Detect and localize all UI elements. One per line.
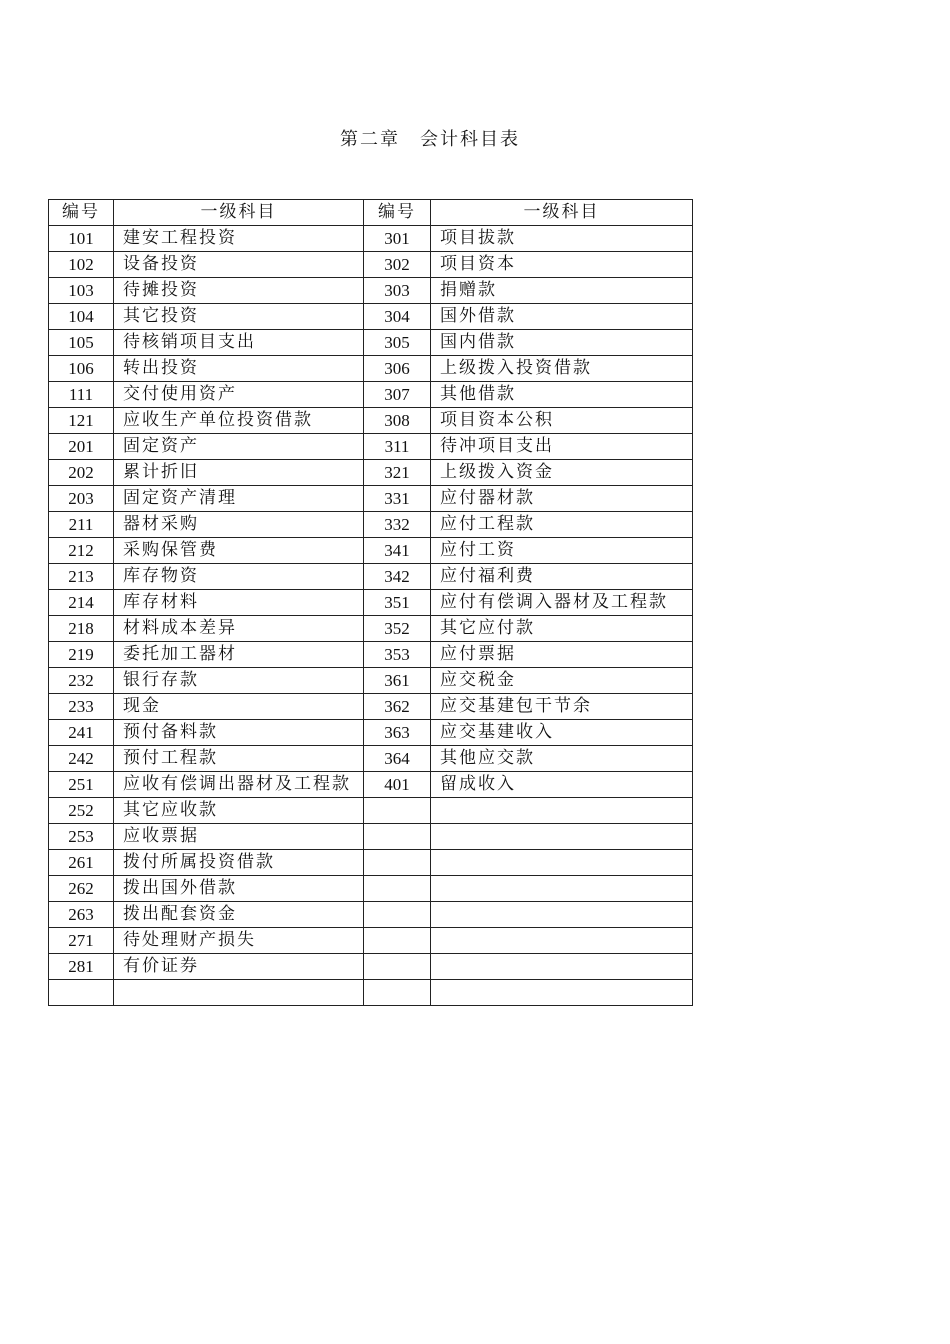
account-code-right: 342 [364,564,431,590]
account-name-right: 国内借款 [431,330,693,356]
account-code-left: 232 [49,668,114,694]
account-code-right: 401 [364,772,431,798]
account-name-right [431,798,693,824]
account-code-right: 311 [364,434,431,460]
header-name-right: 一级科目 [431,200,693,226]
account-name-left: 应收生产单位投资借款 [114,408,364,434]
account-code-left: 202 [49,460,114,486]
table-row [49,850,693,876]
account-name-right: 其他应交款 [431,746,693,772]
account-code-left: 103 [49,278,114,304]
account-name-left: 有价证券 [114,954,364,980]
account-name-right [431,876,693,902]
table-row [49,304,693,330]
table-row [49,564,693,590]
account-code-left: 281 [49,954,114,980]
account-name-left: 待核销项目支出 [114,330,364,356]
account-name-right: 应付福利费 [431,564,693,590]
account-name-left: 转出投资 [114,356,364,382]
account-code-right: 305 [364,330,431,356]
account-code-right: 303 [364,278,431,304]
account-name-right: 应付工程款 [431,512,693,538]
account-code-left: 105 [49,330,114,356]
account-code-right: 308 [364,408,431,434]
account-name-left: 委托加工器材 [114,642,364,668]
account-name-left: 固定资产 [114,434,364,460]
account-code-right: 352 [364,616,431,642]
account-code-right: 301 [364,226,431,252]
account-name-left [114,980,364,1006]
account-code-right [364,902,431,928]
account-name-right [431,928,693,954]
table-row [49,278,693,304]
account-code-right: 332 [364,512,431,538]
account-name-left: 预付工程款 [114,746,364,772]
account-code-right [364,798,431,824]
header-code-left: 编号 [49,200,114,226]
account-name-left: 银行存款 [114,668,364,694]
account-code-right [364,954,431,980]
account-name-right: 项目资本 [431,252,693,278]
account-name-right [431,902,693,928]
account-name-right: 项目拔款 [431,226,693,252]
account-name-left: 固定资产清理 [114,486,364,512]
account-name-right: 应付工资 [431,538,693,564]
account-code-right: 321 [364,460,431,486]
account-code-left: 241 [49,720,114,746]
account-code-right [364,824,431,850]
table-row [49,954,693,980]
account-code-right [364,876,431,902]
account-name-right: 其他借款 [431,382,693,408]
account-name-left: 其它投资 [114,304,364,330]
account-code-left: 106 [49,356,114,382]
account-code-left: 211 [49,512,114,538]
account-code-left: 251 [49,772,114,798]
table-row [49,356,693,382]
account-name-right [431,824,693,850]
table-row [49,928,693,954]
account-code-right [364,980,431,1006]
table-row [49,902,693,928]
table-row [49,512,693,538]
account-code-left: 218 [49,616,114,642]
account-name-left: 库存材料 [114,590,364,616]
table-row [49,772,693,798]
account-code-right: 304 [364,304,431,330]
account-name-right: 应付器材款 [431,486,693,512]
account-code-left: 262 [49,876,114,902]
account-name-left: 待摊投资 [114,278,364,304]
table-row [49,330,693,356]
account-name-left: 材料成本差异 [114,616,364,642]
account-code-left: 263 [49,902,114,928]
account-code-right: 353 [364,642,431,668]
account-name-left: 建安工程投资 [114,226,364,252]
account-code-left: 102 [49,252,114,278]
table-row [49,746,693,772]
account-code-left: 252 [49,798,114,824]
table-row [49,486,693,512]
page-title: 第二章 会计科目表 [340,129,520,150]
account-code-left: 253 [49,824,114,850]
account-name-left: 器材采购 [114,512,364,538]
table-row [49,642,693,668]
account-name-right: 项目资本公积 [431,408,693,434]
header-name-left: 一级科目 [114,200,364,226]
table-row [49,590,693,616]
account-name-right: 上级拨入资金 [431,460,693,486]
account-code-right: 302 [364,252,431,278]
account-name-right: 应交基建收入 [431,720,693,746]
account-code-left: 101 [49,226,114,252]
account-name-right: 国外借款 [431,304,693,330]
account-name-right: 应付有偿调入器材及工程款 [431,590,693,616]
account-code-left: 213 [49,564,114,590]
account-name-left: 应收票据 [114,824,364,850]
account-code-right: 306 [364,356,431,382]
table-row [49,798,693,824]
account-name-right: 应交税金 [431,668,693,694]
account-code-left: 271 [49,928,114,954]
account-name-left: 拨出配套资金 [114,902,364,928]
account-name-left: 库存物资 [114,564,364,590]
account-name-left: 交付使用资产 [114,382,364,408]
account-code-left: 121 [49,408,114,434]
account-name-left: 采购保管费 [114,538,364,564]
table-row [49,824,693,850]
account-code-left: 261 [49,850,114,876]
account-code-right: 363 [364,720,431,746]
account-name-right: 上级拨入投资借款 [431,356,693,382]
table-row [49,980,693,1006]
account-code-right: 351 [364,590,431,616]
table-row [49,434,693,460]
table-row [49,616,693,642]
account-name-right [431,850,693,876]
account-code-left: 104 [49,304,114,330]
account-name-right [431,954,693,980]
table-row [49,408,693,434]
account-code-left: 242 [49,746,114,772]
table-row [49,668,693,694]
account-name-right: 捐赠款 [431,278,693,304]
account-code-right [364,928,431,954]
account-name-left: 累计折旧 [114,460,364,486]
account-name-left: 设备投资 [114,252,364,278]
account-name-left: 现金 [114,694,364,720]
table-header-row [49,200,693,226]
account-name-right: 留成收入 [431,772,693,798]
table-row [49,460,693,486]
account-name-left: 其它应收款 [114,798,364,824]
account-code-left: 111 [49,382,114,408]
account-code-right: 331 [364,486,431,512]
account-name-right: 其它应付款 [431,616,693,642]
account-code-left: 214 [49,590,114,616]
account-name-left: 待处理财产损失 [114,928,364,954]
account-name-right: 应交基建包干节余 [431,694,693,720]
table-row [49,538,693,564]
account-code-right: 364 [364,746,431,772]
table-row [49,382,693,408]
account-code-left: 219 [49,642,114,668]
account-name-left: 拨出国外借款 [114,876,364,902]
account-table [48,199,693,1006]
account-code-left [49,980,114,1006]
account-name-left: 应收有偿调出器材及工程款 [114,772,364,798]
account-code-right: 362 [364,694,431,720]
account-code-left: 212 [49,538,114,564]
account-name-right: 待冲项目支出 [431,434,693,460]
header-code-right: 编号 [364,200,431,226]
table-body [49,226,693,1006]
table-row [49,720,693,746]
account-code-left: 233 [49,694,114,720]
account-code-right: 307 [364,382,431,408]
account-code-left: 201 [49,434,114,460]
table-row [49,876,693,902]
account-code-right: 361 [364,668,431,694]
table-row [49,252,693,278]
account-code-right: 341 [364,538,431,564]
account-name-right: 应付票据 [431,642,693,668]
account-name-right [431,980,693,1006]
account-code-left: 203 [49,486,114,512]
account-code-right [364,850,431,876]
account-name-left: 预付备料款 [114,720,364,746]
table-row [49,226,693,252]
account-name-left: 拨付所属投资借款 [114,850,364,876]
table-row [49,694,693,720]
